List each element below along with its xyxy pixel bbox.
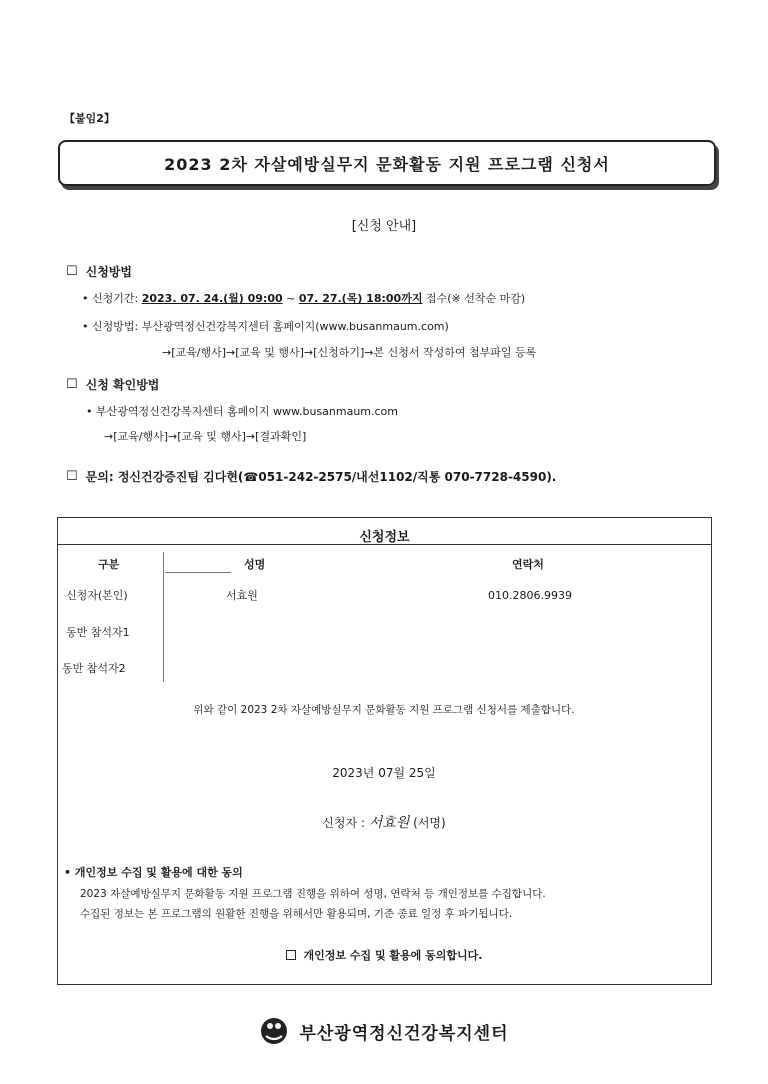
agree-checkbox[interactable] [286,950,296,960]
section-confirm-title [66,376,159,393]
period-start: 2023. 07. 24.(월) 09:00 [141,292,283,305]
confirm-line-2: →[교육/행사]→[교육 및 행사]→[결과확인] [104,430,307,443]
row-applicant-name: 서효원 [226,589,258,602]
period-end: 07. 27.(목) 18:00까지 [298,292,423,305]
period-note: 접수(※ 선착순 마감) [422,292,526,305]
checkbox-mark-icon: ☐ [66,469,78,484]
info-title: 신청정보 [359,530,410,545]
section-method-title [66,263,132,280]
consent-title: • 개인정보 수집 및 활용에 대한 동의 [64,866,243,879]
agree-text: 개인정보 수집 및 활용에 동의합니다. [303,949,483,962]
how-line [82,318,449,334]
contact-text: 문의: 정신건강증진팀 김다현(☎051-242-2575/내선1102/직통 070-7728-4590). [85,470,557,484]
guide-heading: [신청 안내] [351,219,417,234]
column-divider [163,552,164,682]
footer-org-name: 부산광역정신건강복지센터 [299,1023,509,1044]
section-method-label: 신청방법 [85,265,133,279]
confirm-line-1: • 부산광역정신건강복지센터 홈페이지 www.busanmaum.com [86,405,398,418]
header-name: 성명 [244,558,266,571]
applicant-sign: (서명) [413,816,446,830]
center-logo-icon [259,1016,289,1046]
form-title-box [58,140,716,186]
header-contact: 연락처 [512,558,544,571]
period-line [82,290,525,306]
submission-statement: 위와 같이 2023 2차 자살예방실무지 문화활동 지원 프로그램 신청서를 제출합니다. [193,704,575,716]
footer [0,1016,768,1046]
info-header-rule [57,544,712,545]
checkbox-mark-icon: ☐ [66,264,78,279]
row-applicant-category: 신청자(본인) [66,589,128,602]
how-value: 부산광역정신건강복지센터 홈페이지(www.busanmaum.com) [141,320,449,333]
header-underline [165,572,231,573]
how-path: →[교육/행사]→[교육 및 행사]→[신청하기]→본 신청서 작성하여 첨부파일 등록 [162,346,537,359]
consent-line-1: 2023 자살예방실무지 문화활동 지원 프로그램 진행을 위하여 성명, 연락처 등 개인정보를 수집합니다. [80,888,546,900]
consent-agree[interactable] [0,947,768,963]
row-companion2-category: 동반 참석자2 [62,662,126,675]
applicant-name: 서효원 [368,815,410,831]
form-title: 2023 2차 자살예방실무지 문화활동 지원 프로그램 신청서 [164,154,610,174]
applicant-label: 신청자 : [322,816,365,830]
section-contact [66,468,556,485]
consent-line-2: 수집된 정보는 본 프로그램의 원활한 진행을 위해서만 활용되며, 기준 종료 일정 후 파기됩니다. [80,908,513,920]
submission-date: 2023년 07월 25일 [332,766,436,780]
row-companion1-category: 동반 참석자1 [66,626,130,639]
section-confirm-label: 신청 확인방법 [85,378,160,392]
attachment-label: 【붙임2】 [64,112,115,125]
applicant-signature-line [0,812,768,832]
header-category: 구분 [98,558,120,571]
checkbox-mark-icon: ☐ [66,377,78,392]
how-label: • 신청방법: [82,320,139,333]
period-label: • 신청기간: [82,292,139,305]
period-tilde: ~ [282,292,299,305]
row-applicant-contact: 010.2806.9939 [488,589,572,602]
